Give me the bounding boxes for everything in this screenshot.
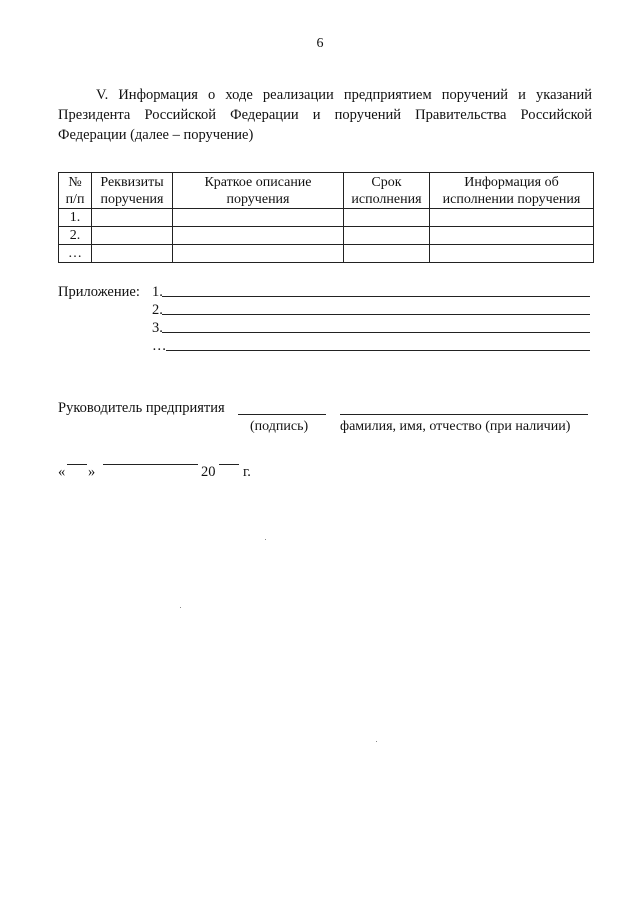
annex-item-line[interactable] [162, 332, 590, 333]
year-line[interactable] [219, 464, 239, 465]
annex-item-number: … [152, 338, 167, 354]
annex-item-number: 2. [152, 302, 163, 318]
full-name-caption: фамилия, имя, отчество (при наличии) [340, 419, 571, 434]
annex-item-line[interactable] [162, 314, 590, 315]
annex-item [58, 319, 598, 337]
table-cell [173, 245, 344, 263]
year-suffix: г. [243, 464, 251, 480]
table-cell [92, 227, 173, 245]
full-name-line[interactable] [340, 414, 588, 415]
day-line[interactable] [67, 464, 87, 465]
signature-caption: (подпись) [250, 419, 309, 434]
table-cell [173, 209, 344, 227]
table-header-row [59, 173, 594, 209]
date-close-quote: » [88, 464, 96, 480]
annex-item-number: 3. [152, 320, 163, 336]
month-line[interactable] [103, 464, 198, 465]
table-cell [344, 209, 430, 227]
annex-item-line[interactable] [166, 350, 590, 351]
table-cell [92, 209, 173, 227]
scan-speck [265, 539, 266, 540]
header-requisites: Реквизиты поручения [92, 173, 173, 209]
annex-label: Приложение: [58, 284, 140, 300]
signature-line[interactable] [238, 414, 326, 415]
table-row [59, 227, 594, 245]
table-row [59, 245, 594, 263]
date-block [58, 464, 358, 484]
annex-item-line[interactable] [162, 296, 590, 297]
row-number: 1. [59, 209, 92, 227]
annex-item-number: 1. [152, 284, 163, 300]
header-execution-info: Информация об исполнении поручения [430, 173, 594, 209]
table-row [59, 209, 594, 227]
page-number: 6 [316, 36, 324, 51]
table-cell [344, 245, 430, 263]
tasks-table [58, 172, 594, 263]
row-number: … [59, 245, 92, 263]
scan-speck [376, 741, 377, 742]
table-cell [92, 245, 173, 263]
table-cell [430, 227, 594, 245]
table-cell [430, 209, 594, 227]
table-cell [173, 227, 344, 245]
section-title: V. Информация о ходе реализации предприятием поручений и указаний Президента Российской Федерации и поручений Правительства Российской Федерации (далее – поручение) [58, 87, 592, 143]
annex-item [58, 301, 598, 319]
header-number: № п/п [59, 173, 92, 209]
date-open-quote: « [58, 464, 66, 480]
header-description: Краткое описание поручения [173, 173, 344, 209]
annex-item [58, 283, 598, 301]
table-cell [430, 245, 594, 263]
scan-speck [180, 607, 181, 608]
annex-block [58, 283, 598, 355]
annex-item [58, 337, 598, 355]
manager-label: Руководитель предприятия [58, 400, 225, 416]
header-deadline: Срок исполнения [344, 173, 430, 209]
row-number: 2. [59, 227, 92, 245]
table-cell [344, 227, 430, 245]
year-prefix: 20 [201, 464, 216, 480]
